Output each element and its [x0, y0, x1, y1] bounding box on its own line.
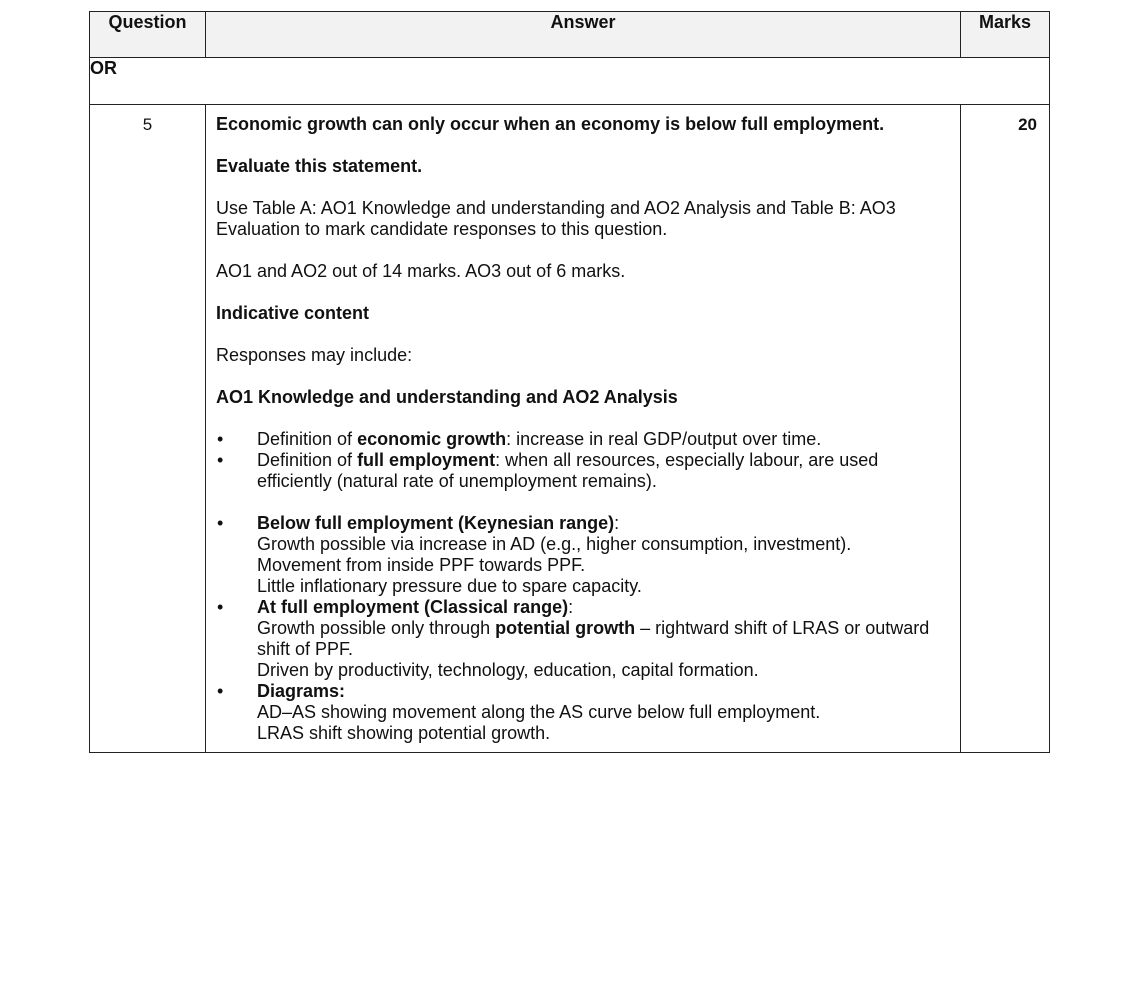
- mark-scheme-table: [89, 11, 1050, 753]
- list-item: • Definition of full employment: when all resources, especially labour, are used efficiently (natural rate of unemployment remains).: [217, 450, 879, 491]
- marks-value: 20: [961, 105, 1050, 753]
- header-answer: Answer: [206, 12, 961, 58]
- answer-cell: [206, 105, 961, 753]
- point-title: Below full employment (Keynesian range): [257, 513, 615, 533]
- header-question: Question: [90, 12, 206, 58]
- list-item: • Diagrams: AD–AS showing movement along the AS curve below full employment. LRAS shift showing potential growth.: [217, 681, 821, 743]
- table-row: [90, 105, 1050, 753]
- analysis-points-list: [216, 513, 950, 744]
- mark-allocation: AO1 and AO2 out of 14 marks. AO3 out of 6 marks.: [216, 261, 626, 281]
- bullet-icon: •: [217, 429, 224, 449]
- bullet-icon: •: [217, 513, 224, 533]
- responses-intro: Responses may include:: [216, 345, 413, 365]
- bullet-icon: •: [217, 681, 224, 701]
- list-item: • Below full employment (Keynesian range): Growth possible via increase in AD (e.g., higher consumption, investment). Movement from inside PPF towards PPF. Little inflationary pressure due to spare capacity.: [217, 513, 852, 596]
- command-word: Evaluate this statement.: [216, 156, 423, 176]
- list-item: • Definition of economic growth: increase in real GDP/output over time.: [217, 429, 822, 449]
- indicative-content-heading: Indicative content: [216, 303, 370, 323]
- ao-heading: AO1 Knowledge and understanding and AO2 Analysis: [216, 387, 678, 407]
- question-statement: Economic growth can only occur when an economy is below full employment.: [216, 114, 885, 134]
- term: full employment: [357, 450, 496, 470]
- section-row: [90, 58, 1050, 105]
- bullet-icon: •: [217, 597, 224, 617]
- bullet-icon: •: [217, 450, 224, 470]
- question-number: 5: [90, 105, 206, 753]
- header-marks: Marks: [961, 12, 1050, 58]
- term: economic growth: [357, 429, 507, 449]
- marking-instruction: Use Table A: AO1 Knowledge and understanding and AO2 Analysis and Table B: AO3 Evaluation to mark candidate responses to this question.: [216, 198, 896, 239]
- table-header-row: [90, 12, 1050, 58]
- or-label: OR: [90, 58, 1050, 105]
- point-title: At full employment (Classical range): [257, 597, 569, 617]
- list-item: • At full employment (Classical range): Growth possible only through potential growth – rightward shift of LRAS or outward shift of PPF. Driven by productivity, technology, education, capital formation.: [217, 597, 930, 680]
- mark-scheme-page: [89, 11, 1049, 753]
- definitions-list: [216, 429, 950, 492]
- point-title: Diagrams:: [257, 681, 346, 701]
